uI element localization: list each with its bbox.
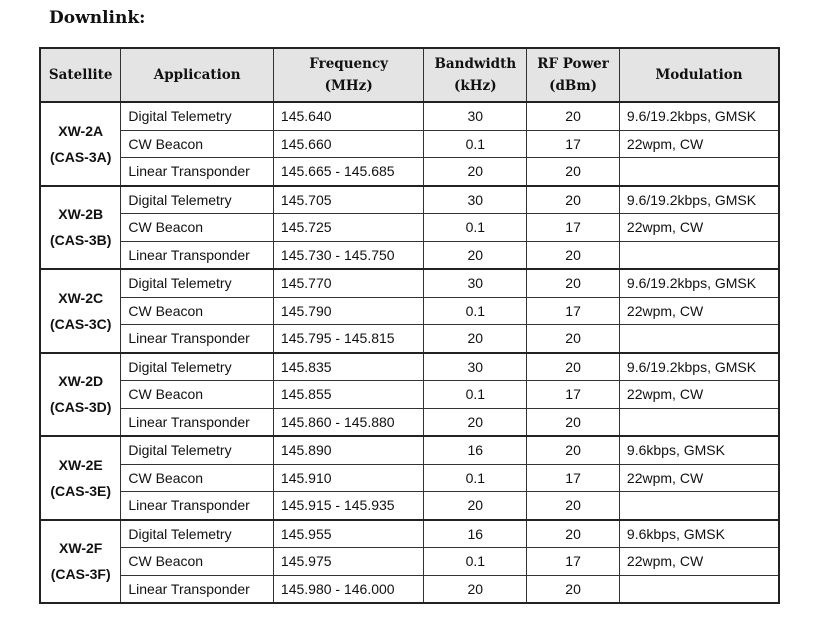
satellite-alias: (CAS-3D): [49, 399, 112, 416]
application-cell: Digital Telemetry: [121, 269, 274, 297]
bandwidth-cell: 20: [424, 241, 527, 269]
modulation-cell: [619, 408, 779, 436]
application-cell: Digital Telemetry: [121, 186, 274, 214]
bandwidth-cell: 0.1: [424, 548, 527, 576]
section-title: Downlink:: [49, 8, 146, 28]
header-rf-power: [527, 48, 620, 102]
header-rf-power-unit: (dBm): [549, 78, 598, 94]
header-frequency-unit: (MHz): [324, 78, 373, 94]
frequency-cell: 145.860 - 145.880: [273, 408, 423, 436]
table-row: [40, 102, 779, 130]
header-satellite: Satellite: [40, 48, 121, 102]
frequency-cell: 145.915 - 145.935: [273, 492, 423, 520]
bandwidth-cell: 0.1: [424, 297, 527, 325]
table-row: [40, 381, 779, 409]
rf-power-cell: 17: [527, 297, 620, 325]
satellite-alias: (CAS-3A): [49, 148, 112, 165]
frequency-cell: 145.725: [273, 214, 423, 242]
rf-power-cell: 17: [527, 381, 620, 409]
satellite-cell: [40, 186, 121, 270]
table-row: [40, 408, 779, 436]
header-bandwidth-unit: (kHz): [454, 78, 497, 94]
frequency-cell: 145.835: [273, 353, 423, 381]
frequency-cell: 145.665 - 145.685: [273, 158, 423, 186]
rf-power-cell: 20: [527, 241, 620, 269]
modulation-cell: 9.6kbps, GMSK: [619, 520, 779, 548]
header-rf-power-label: RF Power: [537, 56, 609, 72]
satellite-name: XW-2E: [58, 456, 103, 473]
modulation-cell: 22wpm, CW: [619, 464, 779, 492]
application-cell: Digital Telemetry: [121, 520, 274, 548]
modulation-cell: 9.6/19.2kbps, GMSK: [619, 102, 779, 130]
frequency-cell: 145.855: [273, 381, 423, 409]
modulation-cell: [619, 241, 779, 269]
satellite-alias: (CAS-3B): [49, 232, 112, 249]
frequency-cell: 145.795 - 145.815: [273, 325, 423, 353]
table-row: [40, 325, 779, 353]
modulation-cell: [619, 492, 779, 520]
application-cell: CW Beacon: [121, 381, 274, 409]
application-cell: Linear Transponder: [121, 158, 274, 186]
application-cell: CW Beacon: [121, 214, 274, 242]
modulation-cell: 22wpm, CW: [619, 297, 779, 325]
bandwidth-cell: 16: [424, 520, 527, 548]
table-row: [40, 130, 779, 158]
modulation-cell: 22wpm, CW: [619, 381, 779, 409]
satellite-cell: [40, 102, 121, 186]
satellite-alias: (CAS-3E): [50, 482, 112, 499]
modulation-cell: 22wpm, CW: [619, 548, 779, 576]
satellite-cell: [40, 520, 121, 604]
satellite-cell: [40, 269, 121, 353]
satellite-cell: [40, 353, 121, 437]
bandwidth-cell: 0.1: [424, 381, 527, 409]
rf-power-cell: 20: [527, 353, 620, 381]
modulation-cell: [619, 575, 779, 603]
modulation-cell: 9.6/19.2kbps, GMSK: [619, 186, 779, 214]
modulation-cell: [619, 158, 779, 186]
modulation-cell: 9.6/19.2kbps, GMSK: [619, 353, 779, 381]
bandwidth-cell: 30: [424, 102, 527, 130]
header-modulation: Modulation: [619, 48, 779, 102]
application-cell: Digital Telemetry: [121, 102, 274, 130]
frequency-cell: 145.910: [273, 464, 423, 492]
rf-power-cell: 20: [527, 436, 620, 464]
header-bandwidth: [424, 48, 527, 102]
satellite-name: XW-2A: [58, 122, 104, 139]
rf-power-cell: 20: [527, 186, 620, 214]
satellite-alias: (CAS-3F): [50, 566, 111, 583]
frequency-cell: 145.640: [273, 102, 423, 130]
modulation-cell: 22wpm, CW: [619, 130, 779, 158]
frequency-cell: 145.660: [273, 130, 423, 158]
satellite-alias: (CAS-3C): [49, 315, 112, 332]
frequency-cell: 145.980 - 146.000: [273, 575, 423, 603]
table-row: [40, 492, 779, 520]
application-cell: Linear Transponder: [121, 408, 274, 436]
downlink-table: [39, 47, 780, 604]
bandwidth-cell: 20: [424, 408, 527, 436]
modulation-cell: 9.6/19.2kbps, GMSK: [619, 269, 779, 297]
satellite-name: XW-2C: [58, 289, 104, 306]
rf-power-cell: 17: [527, 464, 620, 492]
modulation-cell: [619, 325, 779, 353]
application-cell: CW Beacon: [121, 464, 274, 492]
frequency-cell: 145.955: [273, 520, 423, 548]
bandwidth-cell: 30: [424, 353, 527, 381]
frequency-cell: 145.705: [273, 186, 423, 214]
application-cell: Linear Transponder: [121, 575, 274, 603]
table-row: [40, 575, 779, 603]
rf-power-cell: 17: [527, 548, 620, 576]
frequency-cell: 145.730 - 145.750: [273, 241, 423, 269]
table-row: [40, 436, 779, 464]
application-cell: Digital Telemetry: [121, 353, 274, 381]
bandwidth-cell: 0.1: [424, 464, 527, 492]
application-cell: Linear Transponder: [121, 241, 274, 269]
application-cell: Linear Transponder: [121, 325, 274, 353]
rf-power-cell: 20: [527, 158, 620, 186]
header-bandwidth-label: Bandwidth: [434, 56, 517, 72]
modulation-cell: 9.6kbps, GMSK: [619, 436, 779, 464]
header-application: Application: [121, 48, 274, 102]
bandwidth-cell: 20: [424, 492, 527, 520]
rf-power-cell: 20: [527, 408, 620, 436]
table-row: [40, 353, 779, 381]
bandwidth-cell: 30: [424, 269, 527, 297]
frequency-cell: 145.890: [273, 436, 423, 464]
rf-power-cell: 20: [527, 102, 620, 130]
rf-power-cell: 20: [527, 325, 620, 353]
satellite-cell: [40, 436, 121, 520]
bandwidth-cell: 20: [424, 158, 527, 186]
header-frequency: [273, 48, 423, 102]
table-row: [40, 464, 779, 492]
modulation-cell: 22wpm, CW: [619, 214, 779, 242]
table-row: [40, 269, 779, 297]
satellite-name: XW-2B: [58, 206, 104, 223]
table-row: [40, 297, 779, 325]
bandwidth-cell: 0.1: [424, 214, 527, 242]
application-cell: CW Beacon: [121, 548, 274, 576]
rf-power-cell: 17: [527, 130, 620, 158]
table-row: [40, 520, 779, 548]
frequency-cell: 145.790: [273, 297, 423, 325]
bandwidth-cell: 20: [424, 325, 527, 353]
table-row: [40, 158, 779, 186]
bandwidth-cell: 30: [424, 186, 527, 214]
rf-power-cell: 20: [527, 269, 620, 297]
application-cell: CW Beacon: [121, 297, 274, 325]
application-cell: Linear Transponder: [121, 492, 274, 520]
table-row: [40, 548, 779, 576]
rf-power-cell: 20: [527, 520, 620, 548]
table-row: [40, 214, 779, 242]
bandwidth-cell: 0.1: [424, 130, 527, 158]
frequency-cell: 145.770: [273, 269, 423, 297]
rf-power-cell: 20: [527, 492, 620, 520]
bandwidth-cell: 20: [424, 575, 527, 603]
header-row: [40, 48, 779, 102]
satellite-name: XW-2F: [59, 540, 103, 557]
satellite-name: XW-2D: [58, 373, 104, 390]
frequency-cell: 145.975: [273, 548, 423, 576]
bandwidth-cell: 16: [424, 436, 527, 464]
table-row: [40, 186, 779, 214]
rf-power-cell: 17: [527, 214, 620, 242]
rf-power-cell: 20: [527, 575, 620, 603]
application-cell: CW Beacon: [121, 130, 274, 158]
application-cell: Digital Telemetry: [121, 436, 274, 464]
table-row: [40, 241, 779, 269]
header-frequency-label: Frequency: [309, 56, 389, 72]
